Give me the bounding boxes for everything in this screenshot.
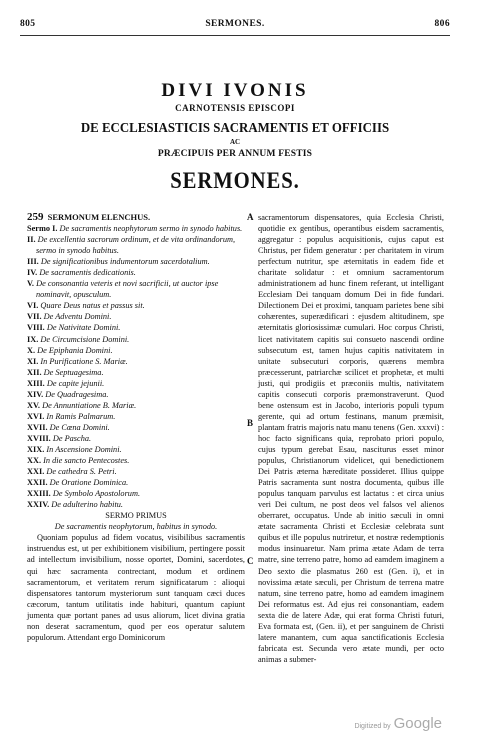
right-column <box>258 212 444 665</box>
elenchus-item-number: IV. <box>27 268 38 278</box>
elenchus-item-text: In Ascensione Domini. <box>46 444 122 454</box>
elenchus-item <box>27 422 245 433</box>
elenchus-item-number: III. <box>27 257 39 267</box>
elenchus-item <box>27 300 245 311</box>
elenchus-item-text: De significationibus indumentorum sacerdotalium. <box>40 257 210 267</box>
elenchus-item-text: De Septuagesima. <box>43 367 104 377</box>
elenchus-item <box>27 389 245 400</box>
elenchus-item-text: In die sancto Pentecostes. <box>43 456 130 466</box>
elenchus-item-text: In Purificatione S. Mariæ. <box>40 356 128 366</box>
elenchus-item <box>27 367 245 378</box>
left-page-number: 805 <box>20 19 36 29</box>
elenchus-item-number: XIX. <box>27 444 45 454</box>
elenchus-item-number: XIV. <box>27 389 44 399</box>
elenchus-item-text: De Circumcisione Domini. <box>40 334 130 344</box>
sermo-subheading: De sacramentis neophytorum, habitus in synodo. <box>54 522 218 532</box>
elenchus-item <box>27 311 245 322</box>
author-title: DIVI IVONIS <box>161 80 309 101</box>
elenchus-item <box>27 234 245 256</box>
elenchus-item-number: IX. <box>27 334 39 344</box>
digitization-watermark <box>354 715 442 732</box>
section-title: SERMONES. <box>170 168 300 193</box>
elenchus-item-number: XXI. <box>27 467 45 477</box>
elenchus-item-number: Sermo I. <box>27 224 58 234</box>
work-title: DE ECCLESIASTICIS SACRAMENTIS ET OFFICIIS <box>80 121 390 136</box>
elenchus-item <box>27 278 245 300</box>
elenchus-item-number: XVIII. <box>27 433 51 443</box>
elenchus-item-text: De sacramentis dedicationis. <box>39 268 136 278</box>
margin-letter-c: C <box>247 556 254 566</box>
elenchus-item-number: XVII. <box>27 422 48 432</box>
margin-letter-a: A <box>247 212 254 222</box>
elenchus-item-text: De consonantia veteris et novi sacrificii, ut auctor ipse nominavit, opusculum. <box>36 279 219 300</box>
elenchus-item-text: De Symbolo Apostolorum. <box>52 489 141 499</box>
elenchus-item-number: XXIII. <box>27 489 51 499</box>
work-subtitle: PRÆCIPUIS PER ANNUM FESTIS <box>157 149 313 159</box>
elenchus-item-number: VIII. <box>27 323 45 333</box>
elenchus-item <box>27 400 245 411</box>
elenchus-item-text: In Ramis Palmarum. <box>46 411 116 421</box>
author-subtitle: CARNOTENSIS EPISCOPI <box>175 103 295 113</box>
elenchus-item-number: VII. <box>27 312 42 322</box>
elenchus-item-text: De Adventu Domini. <box>43 312 112 322</box>
elenchus-item-number: XV. <box>27 400 40 410</box>
elenchus-item-number: XX. <box>27 456 42 466</box>
watermark-label: Digitized by <box>354 723 391 730</box>
header-rule <box>20 35 450 36</box>
elenchus-item <box>27 477 245 488</box>
elenchus-item <box>27 466 245 477</box>
right-column-text: sacramentorum dispensatores, quia Ecclesia Christi, quotidie ex gentibus, operantibus eisdem sacramentis, aggregatur : populus acquisitionis, cujus caput est Christus, per fidem generatur : per charitatem in virum perfectum nutritur, spe æternitatis in eadem fide et charitate solidatur : et omnium sacramentorum administrationem ad hunc finem referant, ut intelligant Ecclesiam Dei tanquam domum Dei in fide fundari. Dilectionem Dei et proximi, tanquam parietes bene sibi cohærentes, superædificari : ejusdem altitudinem, spe æternitatis gloriosissimæ cumulari. Hoc corpus Christi, licet nativitatem capitis sui consueto nascendi ordine subsecutum est, tamen hujus capitis nativitatem in unitate subsecuturi corporis, quærens membra præcesserunt, patriarchæ scilicet et prophetæ, et multi justi, qui prodigiis et præconiis multis, nativitatem capitis consecuti corporis præmonstraverunt. Quod bene ostensum est in Jacobo, interioris populi typum gerente, qui ad ortum festinans, manum præmisit, plantam fratris majoris natu manu tenens (Gen. xxxvi) : hoc facto significans quia, reprobato priori populo, cujus typum gerebat Esau, nasciturus esset minor populus, Christianorum videlicet, qui benedictionem Dei Patris æterna hæreditate possideret. Illius quippe Patris sacramenta sunt nostra documenta, quibus ille populus tanquam parvulus est lactatus : et circa unius veri Dei cultum, ne post deos vel falsos vel alienos oberraret, occupatus. Unde ab initio sæculi in omni ætate sacramenta Christi et Ecclesiæ celebrata sunt quibus et ille populus nutriretur, et nostræ redemptionis modus insinuaretur. Nam prima ætate Adam de terra matre, sine terreno patre, homo ad eamdem imaginem a Deo sexto die plasmatus 260 est (Gen. i), et in novissima ætate sæculi, per Christum de terrena matre natum, sine terreno patre, homo ad eamdem imaginem Dei reformatus est. Ad ejus rei consonantiam, eadem sexta die de latere Adæ, qui erat forma Christi futuri, Eva formata est, (Gen. ii), et per sanguinem de Christi latere manantem, cum aqua sanctificationis Ecclesia fabricata est. Secunda vero ætate mundi, per octo animas a submer- <box>258 213 444 664</box>
sermo-heading: SERMO PRIMUS <box>105 511 167 521</box>
elenchus-item <box>27 444 245 455</box>
elenchus-marginal-number: 259 <box>27 211 44 223</box>
elenchus-item-number: XII. <box>27 367 42 377</box>
elenchus-item <box>27 223 245 234</box>
elenchus-item-text: De excellentia sacrorum ordinum, et de vita ordinandorum, sermo in synodo habitus. <box>36 235 236 256</box>
elenchus-item-number: XXII. <box>27 478 48 488</box>
elenchus-item-text: De capite jejunii. <box>46 378 105 388</box>
elenchus-item-number: V. <box>27 279 34 289</box>
left-column <box>27 212 245 643</box>
elenchus-item <box>27 499 245 510</box>
elenchus-item-number: II. <box>27 235 36 245</box>
elenchus-list <box>27 223 245 510</box>
elenchus-item <box>27 455 245 466</box>
elenchus-item-text: De Nativitate Domini. <box>46 323 121 333</box>
elenchus-item-text: De cathedra S. Petri. <box>46 467 117 477</box>
elenchus-item-text: De Quadragesima. <box>45 389 109 399</box>
elenchus-item-number: XI. <box>27 356 39 366</box>
elenchus-item <box>27 334 245 345</box>
elenchus-item-text: De adulterino habitu. <box>51 500 123 510</box>
elenchus-item-text: De Annuntiatione B. Mariæ. <box>42 400 137 410</box>
elenchus-item <box>27 378 245 389</box>
elenchus-item <box>27 488 245 499</box>
elenchus-heading-text: SERMONUM ELENCHUS. <box>47 212 151 222</box>
elenchus-item-number: XIII. <box>27 378 45 388</box>
elenchus-item <box>27 433 245 444</box>
sermo-body: Quoniam populus ad fidem vocatus, visibilibus sacramentis instruendus est, ut per exhibitionem visibilium, pertingere possit ad intellectum invisibilium, nosse oportet, Domini, sacerdotes, qui hæc sacramenta contrectant, modum et ordinem sacramentorum, et veritatem rerum significatarum : alioqui dispensatores tantorum mysteriorum sunt tanquam cæci duces cæcorum, tantum utilitatis inde habituri, quantum capiunt jumenta quæ portant panes ad usus aliorum, licet divina gratia non deserat sacramentum, quod per eos operatur salutem populorum. Attendant ergo Dominicorum <box>27 533 245 642</box>
right-page-number: 806 <box>434 19 450 29</box>
elenchus-item <box>27 322 245 333</box>
elenchus-item-text: De Pascha. <box>52 433 92 443</box>
elenchus-item-number: XVI. <box>27 411 45 421</box>
title-conjunction: AC <box>229 138 241 146</box>
elenchus-item-text: De sacramentis neophytorum sermo in synodo habitus. <box>59 224 243 234</box>
running-header <box>20 17 450 31</box>
elenchus-item-number: X. <box>27 345 36 355</box>
margin-letter-b: B <box>247 418 254 428</box>
elenchus-item <box>27 256 245 267</box>
title-block <box>30 80 440 196</box>
elenchus-heading <box>27 212 245 223</box>
elenchus-item <box>27 356 245 367</box>
elenchus-item-text: De Oratione Dominica. <box>49 478 129 488</box>
elenchus-item-number: VI. <box>27 301 39 311</box>
running-title: SERMONES. <box>205 19 265 29</box>
elenchus-item <box>27 411 245 422</box>
elenchus-item-text: De Epiphania Domini. <box>37 345 113 355</box>
google-logo: Google <box>393 715 442 732</box>
elenchus-item-text: Quare Deus natus et passus sit. <box>40 301 145 311</box>
elenchus-item <box>27 345 245 356</box>
elenchus-item-text: De Cœna Domini. <box>49 422 110 432</box>
elenchus-item-number: XXIV. <box>27 500 50 510</box>
elenchus-item <box>27 267 245 278</box>
